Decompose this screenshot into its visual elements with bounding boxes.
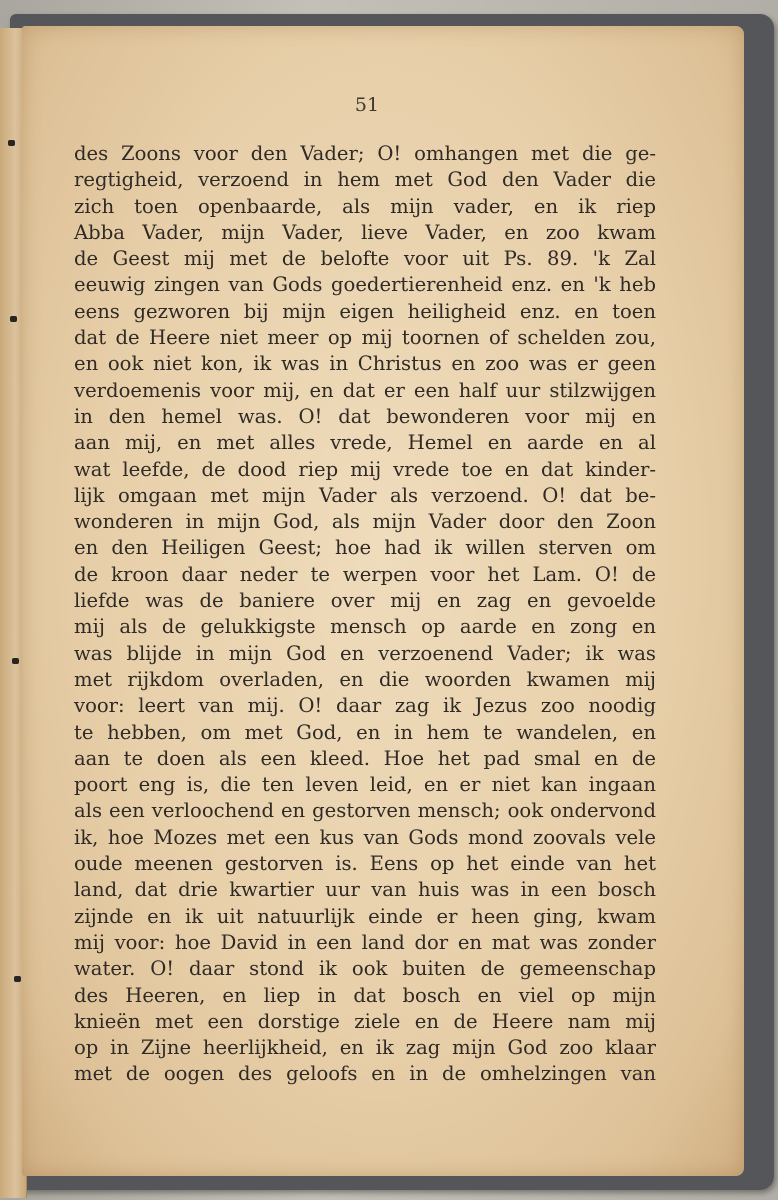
text-line: op in Zijne heerlijkheid, en ik zag mijn God zoo klaar — [74, 1036, 656, 1060]
text-line: zich toen openbaarde, als mijn vader, en ik riep — [74, 194, 656, 218]
text-line: en den Heiligen Geest; hoe had ik willen sterven om — [74, 536, 656, 560]
text-line: des Zoons voor den Vader; O! omhangen met die ge- — [74, 142, 656, 165]
text-line: verdoemenis voor mij, en dat er een half uur stilzwijgen — [74, 378, 656, 402]
text-line: eens gezworen bij mijn eigen heiligheid enz. en toen — [74, 299, 656, 323]
text-line: water. O! daar stond ik ook buiten de gemeenschap — [74, 957, 656, 981]
text-line: de kroon daar neder te werpen voor het Lam. O! de — [74, 562, 656, 586]
page-text — [74, 141, 656, 1088]
text-line: zijnde en ik uit natuurlijk einde er heen ging, kwam — [74, 904, 656, 928]
text-line: aan te doen als een kleed. Hoe het pad smal en de — [74, 746, 656, 770]
edge-ink-mark — [12, 658, 19, 664]
text-line: Abba Vader, mijn Vader, lieve Vader, en zoo kwam — [74, 220, 656, 244]
edge-ink-mark — [10, 316, 17, 322]
text-line: mij voor: hoe David in een land dor en mat was zonder — [74, 930, 656, 954]
text-line: oude meenen gestorven is. Eens op het einde van het — [74, 852, 656, 876]
text-line: met rijkdom overladen, en die woorden kwamen mij — [74, 667, 656, 691]
text-line: in den hemel was. O! dat bewonderen voor mij en — [74, 404, 656, 428]
text-line: land, dat drie kwartier uur van huis was in een bosch — [74, 878, 656, 902]
text-line: wonderen in mijn God, als mijn Vader door den Zoon — [74, 510, 656, 534]
text-line: wat leefde, de dood riep mij vrede toe en dat kinder- — [74, 457, 656, 481]
text-line: de Geest mij met de belofte voor uit Ps. 89. 'k Zal — [74, 247, 656, 271]
edge-ink-mark — [8, 140, 15, 146]
text-line: regtigheid, verzoend in hem met God den Vader die — [74, 168, 656, 192]
text-line: voor: leert van mij. O! daar zag ik Jezus zoo noodig — [74, 694, 656, 718]
text-line: als een verloochend en gestorven mensch; ook ondervond — [74, 799, 656, 823]
text-line: aan mij, en met alles vrede, Hemel en aarde en al — [74, 431, 656, 455]
text-line: ik, hoe Mozes met een kus van Gods mond zoovals vele — [74, 825, 656, 849]
text-line: eeuwig zingen van Gods goedertierenheid enz. en 'k heb — [74, 273, 656, 297]
text-line: en ook niet kon, ik was in Christus en zoo was er geen — [74, 352, 656, 376]
text-line: dat de Heere niet meer op mij toornen of schelden zou, — [74, 326, 656, 350]
text-line: knieën met een dorstige ziele en de Heere nam mij — [74, 1009, 656, 1033]
text-line: met de oogen des geloofs en in de omhelzingen van — [74, 1062, 656, 1086]
text-line: lijk omgaan met mijn Vader als verzoend. O! dat be- — [74, 483, 656, 507]
text-line: mij als de gelukkigste mensch op aarde en zong en — [74, 615, 656, 639]
text-line: was blijde in mijn God en verzoenend Vader; ik was — [74, 641, 656, 665]
page-number: 51 — [354, 94, 380, 116]
text-line: des Heeren, en liep in dat bosch en viel op mijn — [74, 983, 656, 1007]
text-line: te hebben, om met God, en in hem te wandelen, en — [74, 720, 656, 744]
text-line: liefde was de baniere over mij en zag en gevoelde — [74, 589, 656, 613]
edge-ink-mark — [14, 976, 21, 982]
text-line: poort eng is, die ten leven leid, en er niet kan ingaan — [74, 773, 656, 797]
